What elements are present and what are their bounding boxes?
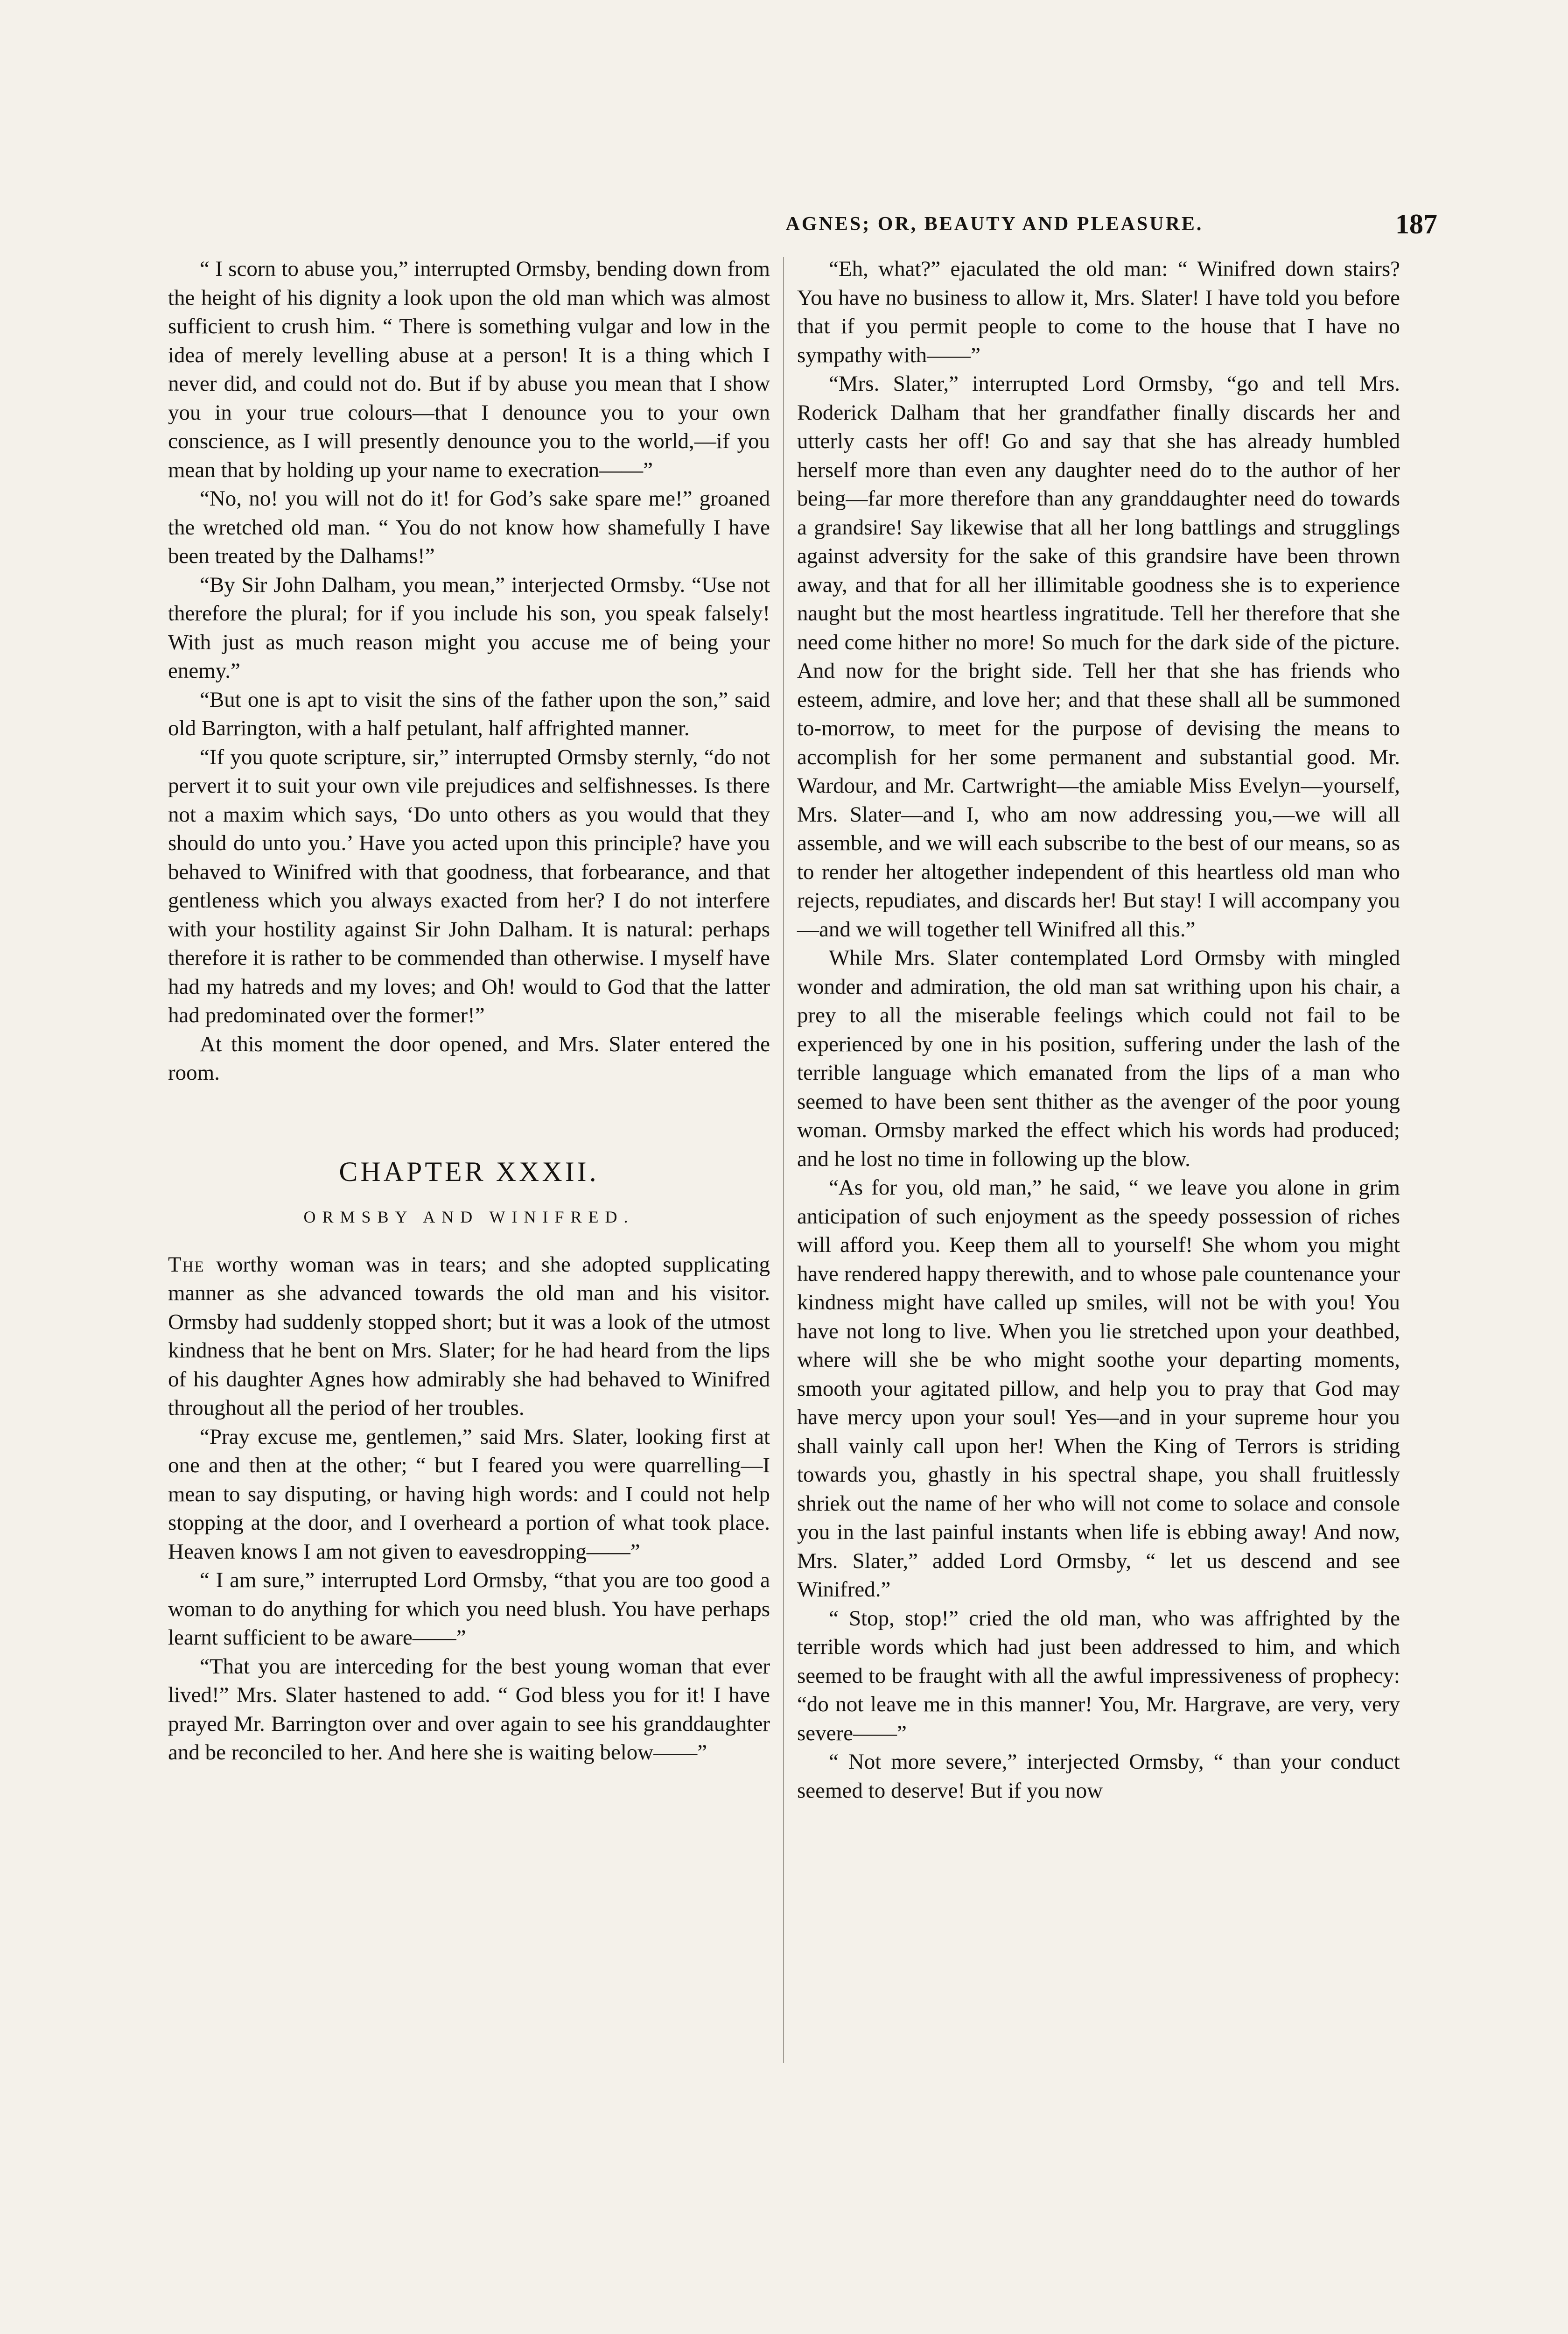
running-head: AGNES; OR, BEAUTY AND PLEASURE. <box>785 213 1204 235</box>
paragraph: “As for you, old man,” he said, “ we leave you alone in grim anticipation of such enjoyment as the speedy possession of riches will afford you. Keep them all to yourself! She whom you might have rendered happy therewith, and to whose pale countenance your kindness might have called up smiles, will not be with you! You have not long to live. When you lie stretched upon your deathbed, where will she be who might soothe your departing moments, smooth your agitated pillow, and help you to pray that God may have mercy upon your soul! Yes—and in your supreme hour you shall vainly call upon her! When the King of Terrors is striding towards you, ghastly in his spectral shape, you shall fruitlessly shriek out the name of her who will not come to solace and console you in the last painful instants when life is ebbing away! And now, Mrs. Slater,” added Lord Ormsby, “ let us descend and see Winifred.” <box>797 1175 1400 1602</box>
paragraph: “Eh, what?” ejaculated the old man: “ Winifred down stairs? You have no business to allow it, Mrs. Slater! I have told you before that if you permit people to come to the house that I have no sympathy with——” <box>797 257 1400 367</box>
paragraph: “But one is apt to visit the sins of the father upon the son,” said old Barrington, with a half petulant, half affrighted manner. <box>168 687 770 740</box>
paragraph: While Mrs. Slater contemplated Lord Ormsby with mingled wonder and admiration, the old man sat writhing upon his chair, a prey to all the miserable feelings which could not fail to be experienced by one in his position, suffering under the lash of the terrible language which emanated from the lips of a man who seemed to have been sent thither as the avenger of the poor young woman. Ormsby marked the effect which his words had produced; and he lost no time in following up the blow. <box>797 946 1400 1171</box>
paragraph: “By Sir John Dalham, you mean,” interjected Ormsby. “Use not therefore the plural; for if you include his son, you speak falsely! With just as much reason might you accuse me of being your enemy.” <box>168 572 770 683</box>
paragraph: “Pray excuse me, gentlemen,” said Mrs. Slater, looking first at one and then at the other; “ but I feared you were quarrelling—I mean to say disputing, or having high words: and I could not help stopping at the door, and I overheard a portion of what took place. Heaven knows I am not given to eavesdropping——” <box>168 1424 770 1564</box>
lead-text: worthy woman was in tears; and she adopted supplicating manner as she advanced towards the old man and his visitor. Ormsby had suddenly stopped short; but it was a look of the utmost kindness that he bent on Mrs. Slater; for he had heard from the lips of his daughter Agnes how admirably she had behaved to Winifred throughout all the period of her troubles. <box>168 1252 770 1420</box>
paragraph: “No, no! you will not do it! for God’s sake spare me!” groaned the wretched old man. “ You do not know how shamefully I have been treated by the Dalhams!” <box>168 486 770 568</box>
paragraph: “ I am sure,” interrupted Lord Ormsby, “that you are too good a woman to do anything for which you need blush. You have perhaps learnt sufficient to be aware——” <box>168 1568 770 1650</box>
paragraph: “Mrs. Slater,” interrupted Lord Ormsby, “go and tell Mrs. Roderick Dalham that her grandfather finally discards her and utterly casts her off! Go and say that she has already humbled herself more than even any daughter need do to the author of her being—far more therefore than any granddaughter need do towards a grandsire! Say likewise that all her long battlings and strugglings against adversity for the sake of this grandsire have been thrown away, and that for all her illimitable goodness she is to experience naught but the most heartless ingratitude. Tell her therefore that she need come hither no more! So much for the dark side of the picture. And now for the bright side. Tell her that she has friends who esteem, admire, and love her; and that these shall all be summoned to-morrow, to meet for the purpose of devising the means to accomplish for her some permanent and substantial good. Mr. Wardour, and Mr. Cartwright—the amiable Miss Evelyn—yourself, Mrs. Slater—and I, who am now addressing you,—we will all assemble, and we will each subscribe to the best of our means, so as to render her altogether independent of this heartless old man who rejects, repudiates, and discards her! But stay! I will accompany you—and we will together tell Winifred all this.” <box>797 372 1400 942</box>
left-column <box>168 255 770 1767</box>
chapter-title: CHAPTER XXXII. <box>339 1156 599 1187</box>
lead-word: The <box>168 1252 205 1277</box>
page-number: 187 <box>1395 209 1437 239</box>
paragraph: At this moment the door opened, and Mrs. Slater entered the room. <box>168 1032 770 1085</box>
paragraph: “ Stop, stop!” cried the old man, who was affrighted by the terrible words which had just been addressed to him, and which seemed to be fraught with all the awful impressiveness of prophecy: “do not leave me in this manner! You, Mr. Hargrave, are very, very severe——” <box>797 1606 1400 1745</box>
paragraph: “ I scorn to abuse you,” interrupted Ormsby, bending down from the height of his dignity a look upon the old man which was almost sufficient to crush him. “ There is something vulgar and low in the idea of merely levelling abuse at a person! It is a thing which I never did, and could not do. But if by abuse you mean that I show you in your true colours—that I denounce you to your own conscience, as I will presently denounce you to the world,—if you mean that by holding up your name to execration——” <box>168 257 770 482</box>
right-column <box>797 255 1400 1805</box>
paragraph: “That you are interceding for the best young woman that ever lived!” Mrs. Slater hastened to add. “ God bless you for it! I have prayed Mr. Barrington over and over again to see his granddaughter and be reconciled to her. And here she is waiting below——” <box>168 1654 770 1765</box>
chapter-opening-paragraph <box>168 1251 770 1423</box>
paragraph: “ Not more severe,” interjected Ormsby, “ than your conduct seemed to deserve! But if you now <box>797 1750 1400 1803</box>
paragraph: “If you quote scripture, sir,” interrupted Ormsby sternly, “do not pervert it to suit your own vile prejudices and selfishnesses. Is there not a maxim which says, ‘Do unto others as you would that they should do unto you.’ Have you acted upon this principle? have you behaved to Winifred with that goodness, that forbearance, and that gentleness which you always exacted from her? I do not interfere with your hostility against Sir John Dalham. It is natural: perhaps therefore it is rather to be commended than otherwise. I myself have had my hatreds and my loves; and Oh! would to God that the latter had predominated over the former!” <box>168 745 770 1027</box>
column-divider <box>783 257 784 2063</box>
chapter-subtitle: ORMSBY AND WINIFRED. <box>303 1208 635 1226</box>
